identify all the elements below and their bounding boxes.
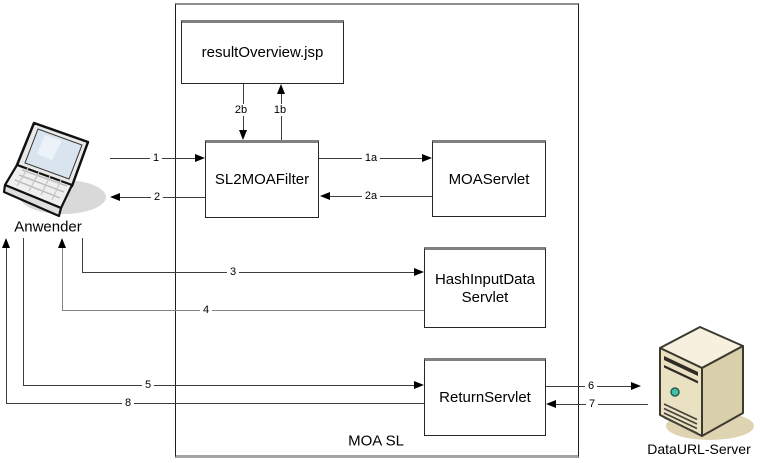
edge-1a-label: 1a [362,152,380,164]
server-actor-label: DataURL-Server [647,441,751,457]
edge-1b-line [281,94,282,140]
moa-sl-boundary-label: MOA SL [348,432,404,450]
edge-3-arrowhead [414,268,424,276]
edge-5-label: 5 [142,379,154,391]
node-hash-input-label-line2: Servlet [461,288,509,306]
node-return-servlet-label: ReturnServlet [439,389,531,406]
node-result-overview-label: resultOverview.jsp [201,44,324,61]
edge-3-label: 3 [227,266,239,278]
edge-2-label: 2 [151,191,163,203]
edge-5-arrowhead [414,381,424,389]
edge-1-arrowhead [195,154,205,162]
server-icon [648,320,758,442]
edge-6-arrowhead [631,382,641,390]
edge-8-label: 8 [122,397,134,409]
edge-8-line-vertical [6,248,7,403]
edge-4-line [62,310,424,311]
edge-8-line [6,403,424,404]
edge-8-arrowhead [2,238,10,248]
node-sl2moa-filter [205,140,319,218]
edge-1a-arrowhead [422,154,432,162]
node-hash-input-label-line1: HashInputData [434,270,536,288]
edge-6-label: 6 [585,380,597,392]
edge-1-label: 1 [150,152,162,164]
edge-1b-label: 1b [271,104,289,116]
edge-7-label: 7 [586,398,598,410]
edge-2b-arrowhead [239,130,247,140]
user-actor-label: Anwender [14,218,82,236]
edge-2a-line [329,196,432,197]
node-return-servlet [424,358,546,436]
node-sl2moa-filter-label: SL2MOAFilter [214,171,310,188]
node-moa-servlet-label: MOAServlet [448,170,530,188]
edge-2b-label: 2b [232,104,250,116]
edge-2a-arrowhead [320,192,330,200]
edge-4-label: 4 [200,304,212,316]
edge-4-line-vertical [62,248,63,310]
node-hash-input-data-servlet [424,247,546,328]
edge-4-arrowhead [58,238,66,248]
edge-2-arrowhead [110,193,120,201]
laptop-icon [0,118,108,220]
edge-7-line [555,404,648,405]
edge-2a-label: 2a [362,190,380,202]
node-moa-servlet [432,140,546,217]
edge-3-line [82,272,414,273]
node-result-overview [181,20,344,84]
edge-3-line-vertical [82,238,83,272]
edge-7-arrowhead [546,400,556,408]
edge-5-line-vertical [23,238,24,385]
edge-1b-arrowhead [277,84,285,94]
edge-5-line [23,385,414,386]
